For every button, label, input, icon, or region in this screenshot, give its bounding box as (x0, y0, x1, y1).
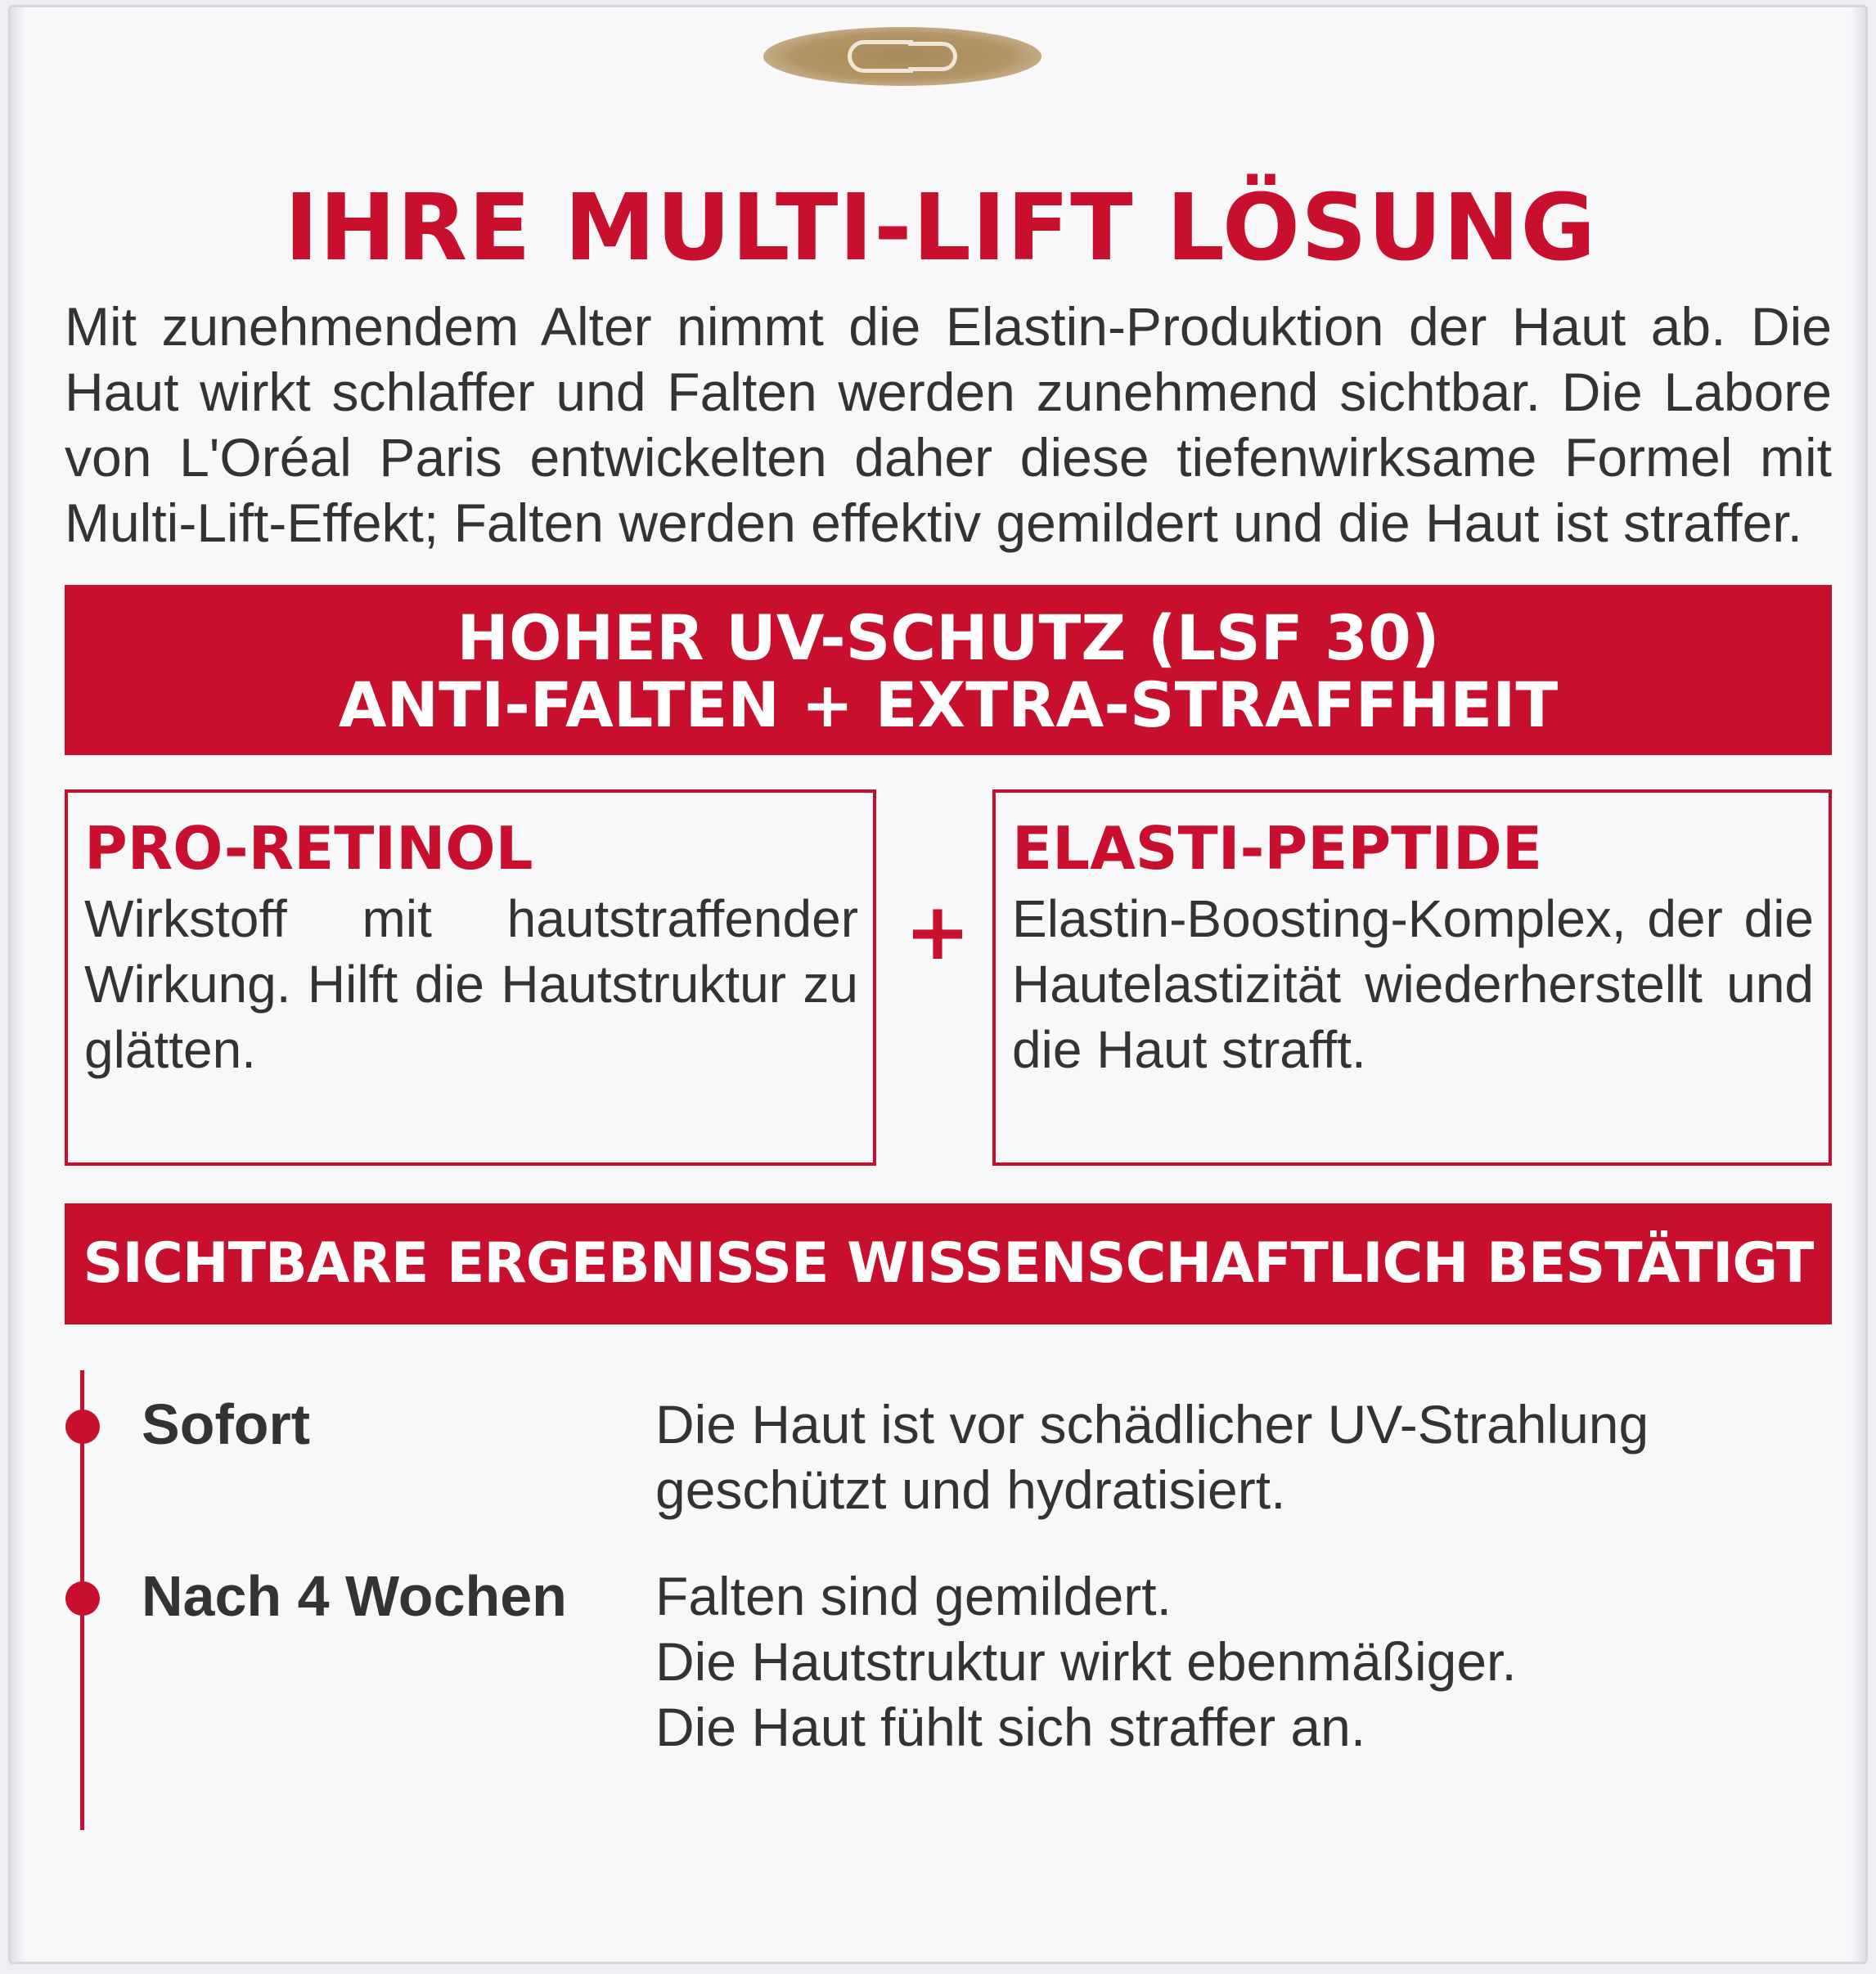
plus-icon: + (904, 886, 971, 978)
intro-paragraph: Mit zunehmendem Alter nimmt die Elastin-Produktion der Haut ab. Die Haut wirkt schlaffer und Falten werden zunehmend sichtbar. Die Labore von L'Oréal Paris entwickelten daher diese tiefenwirksame Formel mit Multi-Lift-Effekt; Falten werden effektiv gemildert und die Haut ist straffer. (65, 296, 1832, 553)
brand-logo-icon (763, 27, 1041, 86)
result-line: geschützt und hydratisiert. (655, 1459, 1286, 1520)
ingredient-description: Elastin-Boosting-Komplex, der die Hautelastizität wiederherstellt und die Haut strafft. (1012, 889, 1814, 1079)
ingredient-title: PRO-RETINOL (84, 814, 533, 883)
box-edge-left (11, 7, 25, 1962)
claim-uv-protection: HOHER UV-SCHUTZ (LSF 30) (457, 601, 1440, 674)
ingredient-panel-elasti-peptide (992, 789, 1832, 1166)
logo-glyph-right (908, 42, 957, 71)
claims-banner (65, 585, 1832, 755)
result-text-4-weeks (655, 1563, 1517, 1760)
result-line: Die Haut ist vor schädlicher UV-Strahlung (655, 1394, 1649, 1455)
ingredient-panel-pro-retinol (65, 789, 876, 1166)
claim-anti-wrinkle: ANTI-FALTEN + EXTRA-STRAFFHEIT (338, 668, 1559, 741)
ingredient-title: ELASTI-PEPTIDE (1012, 814, 1542, 883)
timeline-dot-icon (65, 1410, 100, 1444)
box-edge-right (1851, 7, 1865, 1962)
result-line: Die Hautstruktur wirkt ebenmäßiger. (655, 1631, 1517, 1692)
result-label-immediate: Sofort (142, 1392, 311, 1456)
result-line: Falten sind gemildert. (655, 1566, 1172, 1626)
result-text-immediate (655, 1392, 1649, 1522)
page-title: IHRE MULTI-LIFT LÖSUNG (284, 175, 1597, 281)
results-banner: SICHTBARE ERGEBNISSE WISSENSCHAFTLICH BESTÄTIGT (65, 1203, 1832, 1324)
result-line: Die Haut fühlt sich straffer an. (655, 1697, 1366, 1757)
package-side-panel (8, 5, 1868, 1964)
ingredient-description: Wirkstoff mit hautstraffender Wirkung. Hilft die Hautstruktur zu glätten. (84, 889, 858, 1079)
result-label-4-weeks: Nach 4 Wochen (142, 1564, 567, 1628)
timeline-dot-icon (65, 1581, 100, 1616)
logo-glyph-left (848, 40, 913, 73)
